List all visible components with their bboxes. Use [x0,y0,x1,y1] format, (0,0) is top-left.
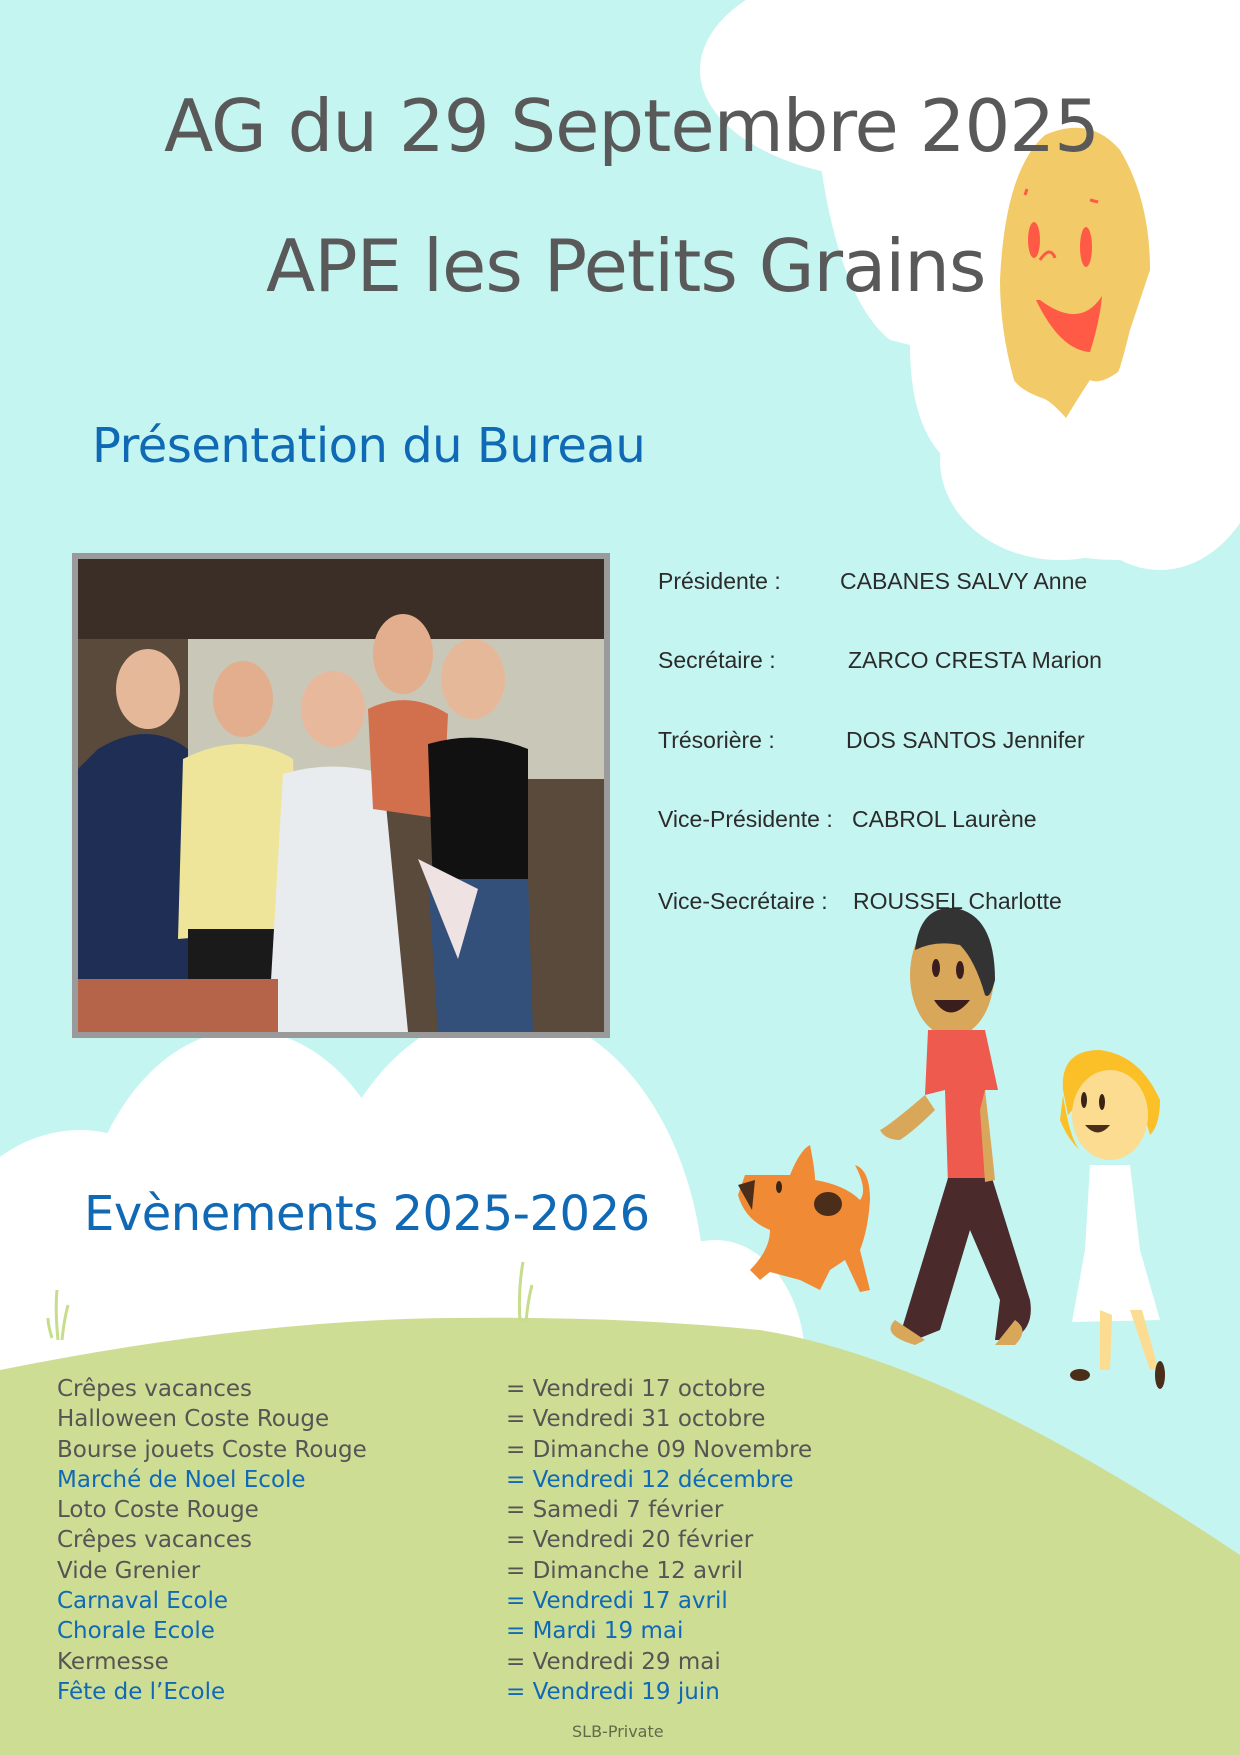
member-name: CABROL Laurène [852,806,1037,832]
page-title: AG du 29 Septembre 2025 [164,84,1099,168]
event-name: Fête de l’Ecole [57,1678,226,1705]
photo-placeholder-icon [78,559,604,1032]
event-date: = Vendredi 29 mai [506,1648,721,1675]
classification-label: SLB-Private [572,1722,664,1741]
bureau-photo-frame [72,553,610,1038]
event-date: = Vendredi 31 octobre [506,1406,766,1433]
event-name: Bourse jouets Coste Rouge [57,1436,367,1463]
event-date: = Vendredi 19 juin [506,1678,720,1705]
association-name: APE les Petits Grains [266,224,986,308]
event-name: Marché de Noel Ecole [57,1466,306,1493]
event-date: = Samedi 7 février [506,1497,724,1524]
event-name: Vide Grenier [57,1557,201,1584]
event-date: = Dimanche 09 Novembre [506,1436,813,1463]
member-role: Vice-Présidente : [658,806,833,832]
member-role: Vice-Secrétaire : [658,888,828,914]
event-name: Crêpes vacances [57,1376,253,1402]
event-date: = Vendredi 12 décembre [506,1466,794,1493]
boy-icon [880,908,1031,1345]
member-role: Présidente : [658,568,781,594]
event-date: = Mardi 19 mai [506,1618,684,1645]
member-role: Trésorière : [658,727,775,753]
bureau-heading: Présentation du Bureau [92,418,646,474]
events-heading: Evènements 2025-2026 [84,1186,650,1242]
event-name: Kermesse [57,1648,169,1675]
event-date: = Vendredi 17 avril [506,1588,728,1615]
member-name: CABANES SALVY Anne [840,568,1088,594]
event-name: Carnaval Ecole [57,1588,229,1615]
event-date: = Vendredi 20 février [506,1527,754,1554]
event-name: Chorale Ecole [57,1618,215,1645]
member-name: DOS SANTOS Jennifer [846,727,1085,753]
bureau-photo [78,559,604,1032]
member-name: ZARCO CRESTA Marion [848,647,1102,673]
event-date: = Vendredi 17 octobre [506,1376,766,1402]
event-name: Loto Coste Rouge [57,1497,259,1524]
event-name: Crêpes vacances [57,1527,253,1554]
event-date: = Dimanche 12 avril [506,1557,743,1584]
member-name: ROUSSEL Charlotte [853,888,1062,914]
girl-icon [1060,1050,1165,1389]
member-role: Secrétaire : [658,647,776,673]
event-name: Halloween Coste Rouge [57,1406,330,1433]
dog-icon [738,1145,870,1292]
